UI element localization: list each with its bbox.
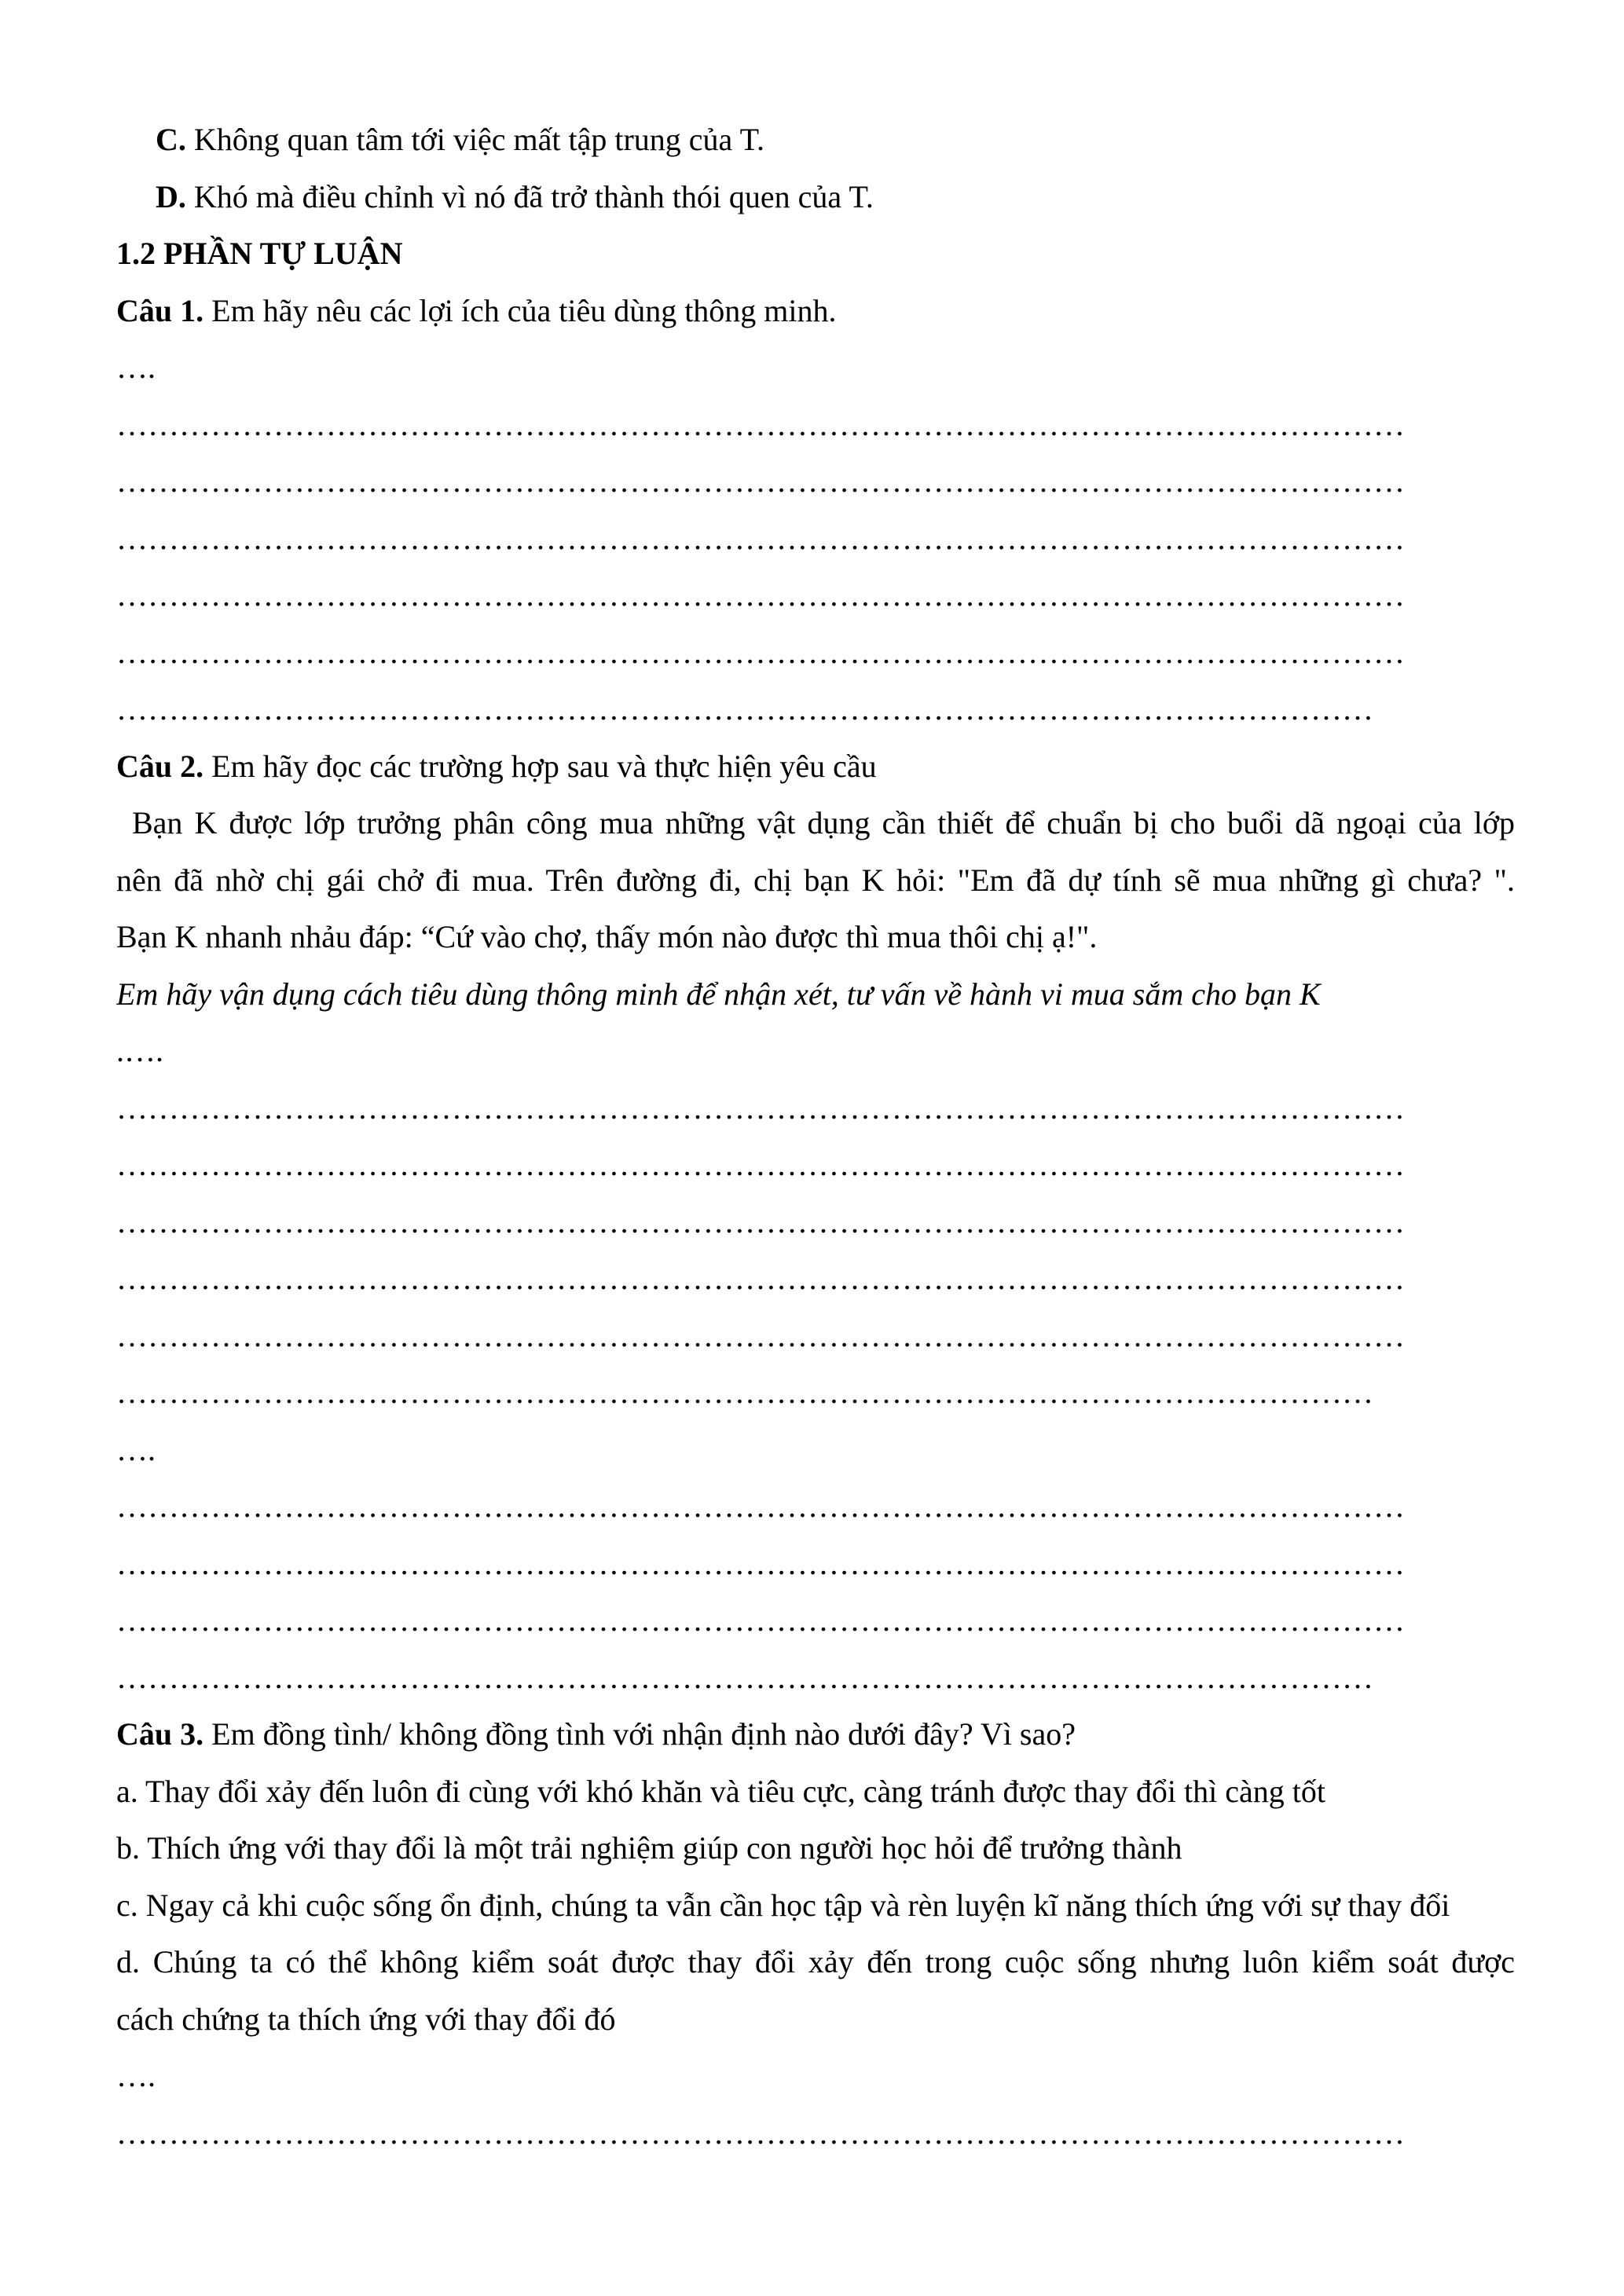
- answer-line: ……………………………………………………………………………………………………………: [116, 1261, 1405, 1296]
- answer-line: ……………………………………………………………………………………………………………: [116, 1317, 1405, 1353]
- statement-b: b. Thích ứng với thay đổi là một trải nghiệm giúp con người học hỏi để trưởng thành: [116, 1830, 1182, 1866]
- answer-line: ……………………………………………………………………………………………………………: [116, 1147, 1405, 1182]
- answer-line-start: ….: [116, 2058, 156, 2093]
- answer-line: …………………………………………………………………………………………………………: [116, 1659, 1373, 1695]
- question-2: [116, 738, 1515, 796]
- answer-line: ……………………………………………………………………………………………………………: [116, 634, 1405, 670]
- question-3: [116, 1706, 1515, 1763]
- option-c-text: Không quan tâm tới việc mất tập trung của T.: [185, 122, 765, 157]
- answer-line: ……………………………………………………………………………………………………………: [116, 1203, 1405, 1240]
- document-page: [116, 112, 1515, 2162]
- answer-line: ……………………………………………………………………………………………………………: [116, 406, 1405, 442]
- answer-line: …………………………………………………………………………………………………………: [116, 691, 1373, 727]
- answer-line: ……………………………………………………………………………………………………………: [116, 1089, 1405, 1126]
- scenario-line: Bạn K được lớp trưởng phân công mua những vật dụng cần thiết để chuẩn bị cho buổi dã ngoại của lớp: [132, 805, 1515, 840]
- question-2-label: Câu 2.: [116, 748, 204, 784]
- answer-line-start: .….: [116, 1033, 163, 1068]
- option-d-text: Khó mà điều chỉnh vì nó đã trở thành thói quen của T.: [185, 178, 874, 214]
- answer-line: ……………………………………………………………………………………………………………: [116, 463, 1405, 499]
- statement-d-continued: cách chứng ta thích ứng với thay đổi đó: [116, 2001, 616, 2037]
- section-title: 1.2 PHẦN TỰ LUẬN: [116, 236, 403, 271]
- question-1-label: Câu 1.: [116, 292, 204, 328]
- question-1: [116, 283, 1515, 340]
- statement-d: d. Chúng ta có thể không kiểm soát được thay đổi xảy đến trong cuộc sống nhưng luôn kiểm soát được: [116, 1944, 1515, 1979]
- option-c-letter: C.: [156, 122, 186, 157]
- answer-line-start: ….: [116, 350, 156, 385]
- question-3-text: Em đồng tình/ không đồng tình với nhận định nào dưới đây? Vì sao?: [203, 1716, 1076, 1752]
- question-1-text: Em hãy nêu các lợi ích của tiêu dùng thông minh.: [203, 292, 837, 328]
- answer-line: ……………………………………………………………………………………………………………: [116, 1602, 1405, 1638]
- option-d-letter: D.: [156, 178, 186, 214]
- question-3-label: Câu 3.: [116, 1716, 204, 1752]
- answer-line: ……………………………………………………………………………………………………………: [116, 2115, 1405, 2151]
- answer-line: ……………………………………………………………………………………………………………: [116, 520, 1405, 556]
- answer-line: ……………………………………………………………………………………………………………: [116, 1489, 1405, 1524]
- question-2-instruction: Em hãy vận dụng cách tiêu dùng thông minh để nhận xét, tư vấn về hành vi mua sắm cho bạn K: [116, 976, 1321, 1012]
- option-d: [116, 169, 1515, 226]
- statement-a: a. Thay đổi xảy đến luôn đi cùng với khó khăn và tiêu cực, càng tránh được thay đổi thì càng tốt: [116, 1773, 1325, 1809]
- option-c: [116, 112, 1515, 169]
- question-2-text: Em hãy đọc các trường hợp sau và thực hiện yêu cầu: [203, 748, 877, 784]
- answer-line-start: ….: [116, 1431, 156, 1467]
- scenario-line: Bạn K nhanh nhảu đáp: “Cứ vào chợ, thấy món nào được thì mua thôi chị ạ!".: [116, 919, 1098, 954]
- scenario-line: nên đã nhờ chị gái chở đi mua. Trên đường đi, chị bạn K hỏi: "Em đã dự tính sẽ mua những gì chưa? ".: [116, 862, 1515, 898]
- answer-line: ……………………………………………………………………………………………………………: [116, 577, 1405, 613]
- answer-line: ……………………………………………………………………………………………………………: [116, 1545, 1405, 1581]
- statement-c: c. Ngay cả khi cuộc sống ổn định, chúng ta vẫn cần học tập và rèn luyện kĩ năng thích ứng với sự thay đổi: [116, 1887, 1450, 1923]
- answer-line: …………………………………………………………………………………………………………: [116, 1375, 1373, 1410]
